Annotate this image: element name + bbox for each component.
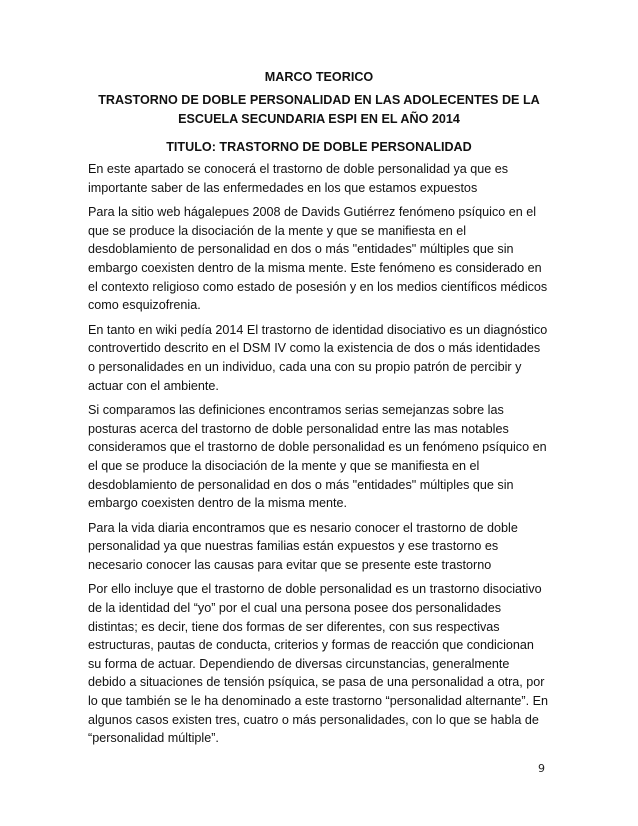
paragraph-1: En este apartado se conocerá el trastorno de doble personalidad ya que es importante saber de las enfermedades en los que estamos expuestos bbox=[88, 162, 509, 195]
page-number: 9 bbox=[538, 762, 545, 775]
heading-marco-teorico: MARCO TEORICO bbox=[264, 70, 374, 84]
paragraph-2: Para la sitio web hágalepues 2008 de Davids Gutiérrez fenómeno psíquico en el que se produce la disociación de la mente y que se manifiesta en el desdoblamiento de personalidad en dos o más "entidades" múltiples que sin embargo coexisten dentro de la misma mente. Este fenómeno es considerado en el contexto religioso como estado de posesión y en los medios científicos médicos como esquizofrenia. bbox=[88, 205, 548, 313]
paragraph-4: Si comparamos las definiciones encontramos serias semejanzas sobre las posturas acerca del trastorno de doble personalidad entre las mas notables consideramos que el trastorno de doble personalidad es un fenómeno psíquico en el que se produce la disociación de la mente y que se manifiesta en el desdoblamiento de personalidad en dos o más "entidades" múltiples que sin embargo coexisten dentro de la misma mente. bbox=[88, 403, 547, 511]
heading-titulo: TITULO: TRASTORNO DE DOBLE PERSONALIDAD bbox=[166, 140, 472, 154]
heading-subtitle: TRASTORNO DE DOBLE PERSONALIDAD EN LAS ADOLECENTES DE LA ESCUELA SECUNDARIA ESPI EN EL AÑO 2014 bbox=[98, 93, 540, 126]
page-content bbox=[88, 68, 550, 754]
paragraph-3: En tanto en wiki pedía 2014 El trastorno de identidad disociativo es un diagnóstico controvertido descrito en el DSM IV como la existencia de dos o más identidades o personalidades en un individuo, cada una con su propio patrón de percibir y actuar con el ambiente. bbox=[88, 322, 548, 393]
paragraph-5: Para la vida diaria encontramos que es nesario conocer el trastorno de doble personalidad ya que nuestras familias están expuestos y ese trastorno es necesario conocer las causas para evitar que se presente este trastorno bbox=[88, 520, 518, 572]
paragraph-6: Por ello incluye que el trastorno de doble personalidad es un trastorno disociativo de la identidad del “yo” por el cual una persona posee dos personalidades distintas; es decir, tiene dos formas de ser diferentes, con sus respectivas estructuras, pautas de conducta, criterios y formas de reacción que condicionan su forma de actuar. Dependiendo de diversas circunstancias, generalmente debido a situaciones de tensión psíquica, se pasa de una personalidad a otra, por lo que también se le ha denominado a este trastorno “personalidad alternante”. En algunos casos existen tres, cuatro o más personalidades, con lo que se habla de “personalidad múltiple”. bbox=[88, 582, 548, 746]
